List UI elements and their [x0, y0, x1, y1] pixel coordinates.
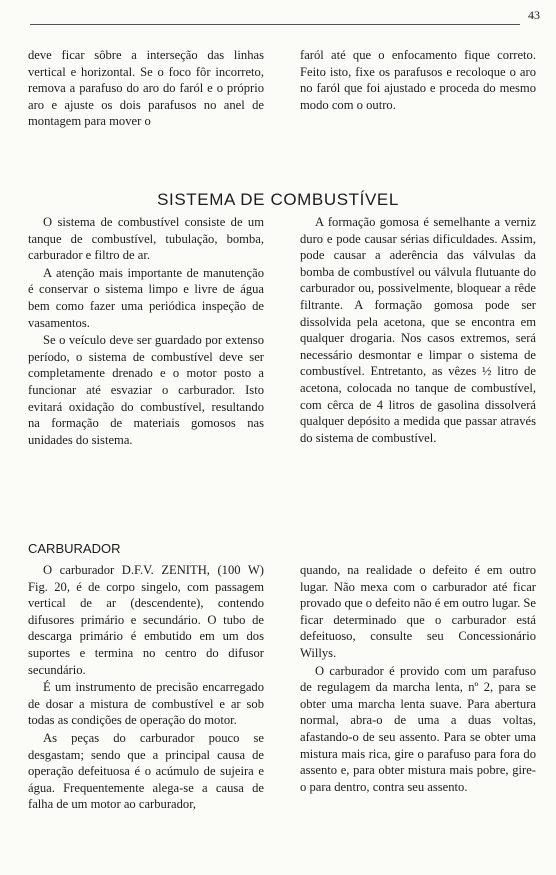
paragraph: É um instrumento de precisão encarregado de dosar a mistura de combustível e ar sob todas as condições de operação do motor.	[28, 680, 264, 728]
top-left-column	[28, 47, 264, 131]
paragraph: A formação gomosa é semelhante a verniz duro e pode causar sérias dificuldades. Assim, pode causar a aderência das válvulas da bomba de combustível ou válvula flutuante do carburador ou, possivelmente, bloquear a rêde filtrante. A formação gomosa pode ser dissolvida pela acetona, que se encontra em qualquer drogaria. Nos casos extremos, será necessário desmontar e limpar o sistema de combustível. Entretanto, as vêzes ½ litro de acetona, colocada no tanque de combustível, com cêrca de 4 litros de gasolina dissolverá qualquer depósito a medida que passar através do sistema de combustível.	[300, 215, 536, 445]
paragraph: O sistema de combustível consiste de um tanque de combustível, tubulação, bomba, carburador e filtro de ar.	[28, 215, 264, 263]
paragraph: O carburador é provido com um parafuso de regulagem da marcha lenta, nº 2, para se obter uma marcha lenta suave. Para abertura normal, abra-o de uma a duas voltas, afastando-o de seu assento. Para se obter uma mistura mais rica, gire o parafuso para fora do assento e, para obter mistura mais pobre, gire-o para dentro, contra seu assento.	[300, 663, 536, 794]
paragraph: deve ficar sôbre a interseção das linhas vertical e horizontal. Se o foco fôr incorreto, remova a parafuso do aro do faról e o próprio aro e ajuste os dois parafusos no anel de montagem para mover o	[28, 48, 264, 129]
subheading-carburador: CARBURADOR	[28, 541, 121, 556]
section-heading: SISTEMA DE COMBUSTÍVEL	[157, 190, 399, 210]
top-right-column	[300, 47, 536, 114]
section-left-column	[28, 214, 264, 449]
carburador-left-column	[28, 562, 264, 814]
paragraph: quando, na realidade o defeito é em outro lugar. Não mexa com o carburador até ficar provado que o defeito não é em outro lugar. Se ficar determinado que o carburador está defeituoso, consulte seu Concessionário Willys.	[300, 563, 536, 660]
header-rule	[30, 24, 520, 25]
paragraph: O carburador D.F.V. ZENITH, (100 W) Fig. 20, é de corpo singelo, com passagem vertical de ar (descendente), contendo difusores primário e secundário. O tubo de descarga primário é embutido em um dos suportes e termina no centro do difusor secundário.	[28, 563, 264, 677]
page-number: 43	[528, 8, 540, 22]
carburador-right-column	[300, 562, 536, 796]
paragraph: A atenção mais importante de manutenção é conservar o sistema limpo e livre de água bem como fazer uma periódica inspeção de vasamentos.	[28, 265, 264, 330]
paragraph: faról até que o enfocamento fique correto. Feito isto, fixe os parafusos e recoloque o aro no faról que foi ajustado e proceda do mesmo modo com o outro.	[300, 48, 536, 112]
section-right-column	[300, 214, 536, 447]
paragraph: Se o veículo deve ser guardado por extenso período, o sistema de combustível deve ser completamente drenado e o motor posto a funcionar até esvaziar o carburador. Isto evitará oxidação do combustível, resultando na formação de materiais gomosos nas unidades do sistema.	[28, 333, 264, 447]
paragraph: As peças do carburador pouco se desgastam; sendo que a principal causa de operação defeituosa é o acúmulo de sujeira e água. Frequentemente alega-se a causa de falha de um motor ao carburador,	[28, 730, 264, 812]
